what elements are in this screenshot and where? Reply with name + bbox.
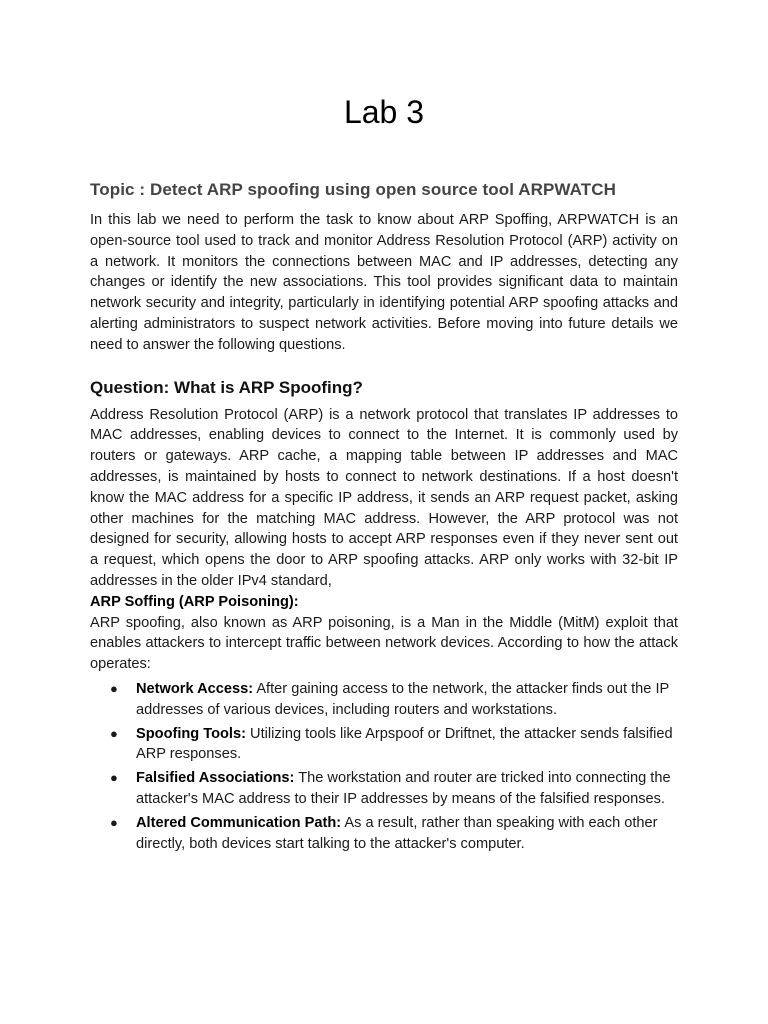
list-item	[90, 724, 678, 766]
list-item	[90, 768, 678, 810]
question-heading: Question: What is ARP Spoofing?	[90, 377, 363, 397]
arp-paragraph: Address Resolution Protocol (ARP) is a network protocol that translates IP addresses to MAC addresses, enabling devices to connect to the Internet. It is commonly used by routers or gateways. ARP cache, a mapping table between IP addresses and MAC addresses, is maintained by hosts to connect to network destinations. If a host doesn't know the MAC address for a specific IP address, it sends an ARP request packet, asking other machines for the matching MAC address. However, the ARP protocol was not designed for security, allowing hosts to accept ARP responses even if they never sent out a request, which opens the door to ARP spoofing attacks. ARP only works with 32-bit IP addresses in the older IPv4 standard,	[90, 406, 678, 589]
list-item-term: Altered Communication Path:	[136, 814, 342, 831]
list-item-text: As a result, rather than speaking with each other directly, both devices start talking to the attacker's computer.	[136, 814, 658, 852]
bullet-icon: ●	[110, 770, 118, 786]
page-title: Lab 3	[343, 94, 425, 130]
list-item	[90, 679, 678, 721]
arp-poisoning-subheading: ARP Soffing (ARP Poisoning):	[90, 593, 299, 610]
bullet-icon: ●	[110, 814, 118, 830]
document-body	[90, 178, 678, 857]
list-item-text: After gaining access to the network, the attacker finds out the IP addresses of various devices, including routers and workstations.	[136, 680, 669, 718]
attack-steps-list	[90, 679, 678, 854]
spoofing-paragraph: ARP spoofing, also known as ARP poisoning, is a Man in the Middle (MitM) exploit that enables attackers to intercept traffic between network devices. According to how the attack operates:	[90, 614, 678, 673]
list-item	[90, 813, 678, 855]
list-item-term: Spoofing Tools:	[136, 725, 246, 742]
bullet-icon: ●	[110, 680, 118, 696]
list-item-text: The workstation and router are tricked into connecting the attacker's MAC address to their IP addresses by means of the falsified responses.	[136, 770, 671, 807]
intro-paragraph: In this lab we need to perform the task to know about ARP Spoffing, ARPWATCH is an open-source tool used to track and monitor Address Resolution Protocol (ARP) activity on a network. It monitors the connections between MAC and IP addresses, detecting any changes or identify the new associations. This tool provides significant data to maintain network security and integrity, particularly in identifying potential ARP spoofing attacks and alerting administrators to suspect network activities. Before moving into future details we need to answer the following questions.	[90, 212, 678, 353]
list-item-term: Falsified Associations:	[136, 770, 295, 787]
topic-heading: Topic : Detect ARP spoofing using open source tool ARPWATCH	[90, 180, 616, 199]
bullet-icon: ●	[110, 725, 118, 741]
list-item-text: Utilizing tools like Arpspoof or Driftnet, the attacker sends falsified ARP responses.	[136, 725, 673, 763]
list-item-term: Network Access:	[136, 680, 254, 697]
